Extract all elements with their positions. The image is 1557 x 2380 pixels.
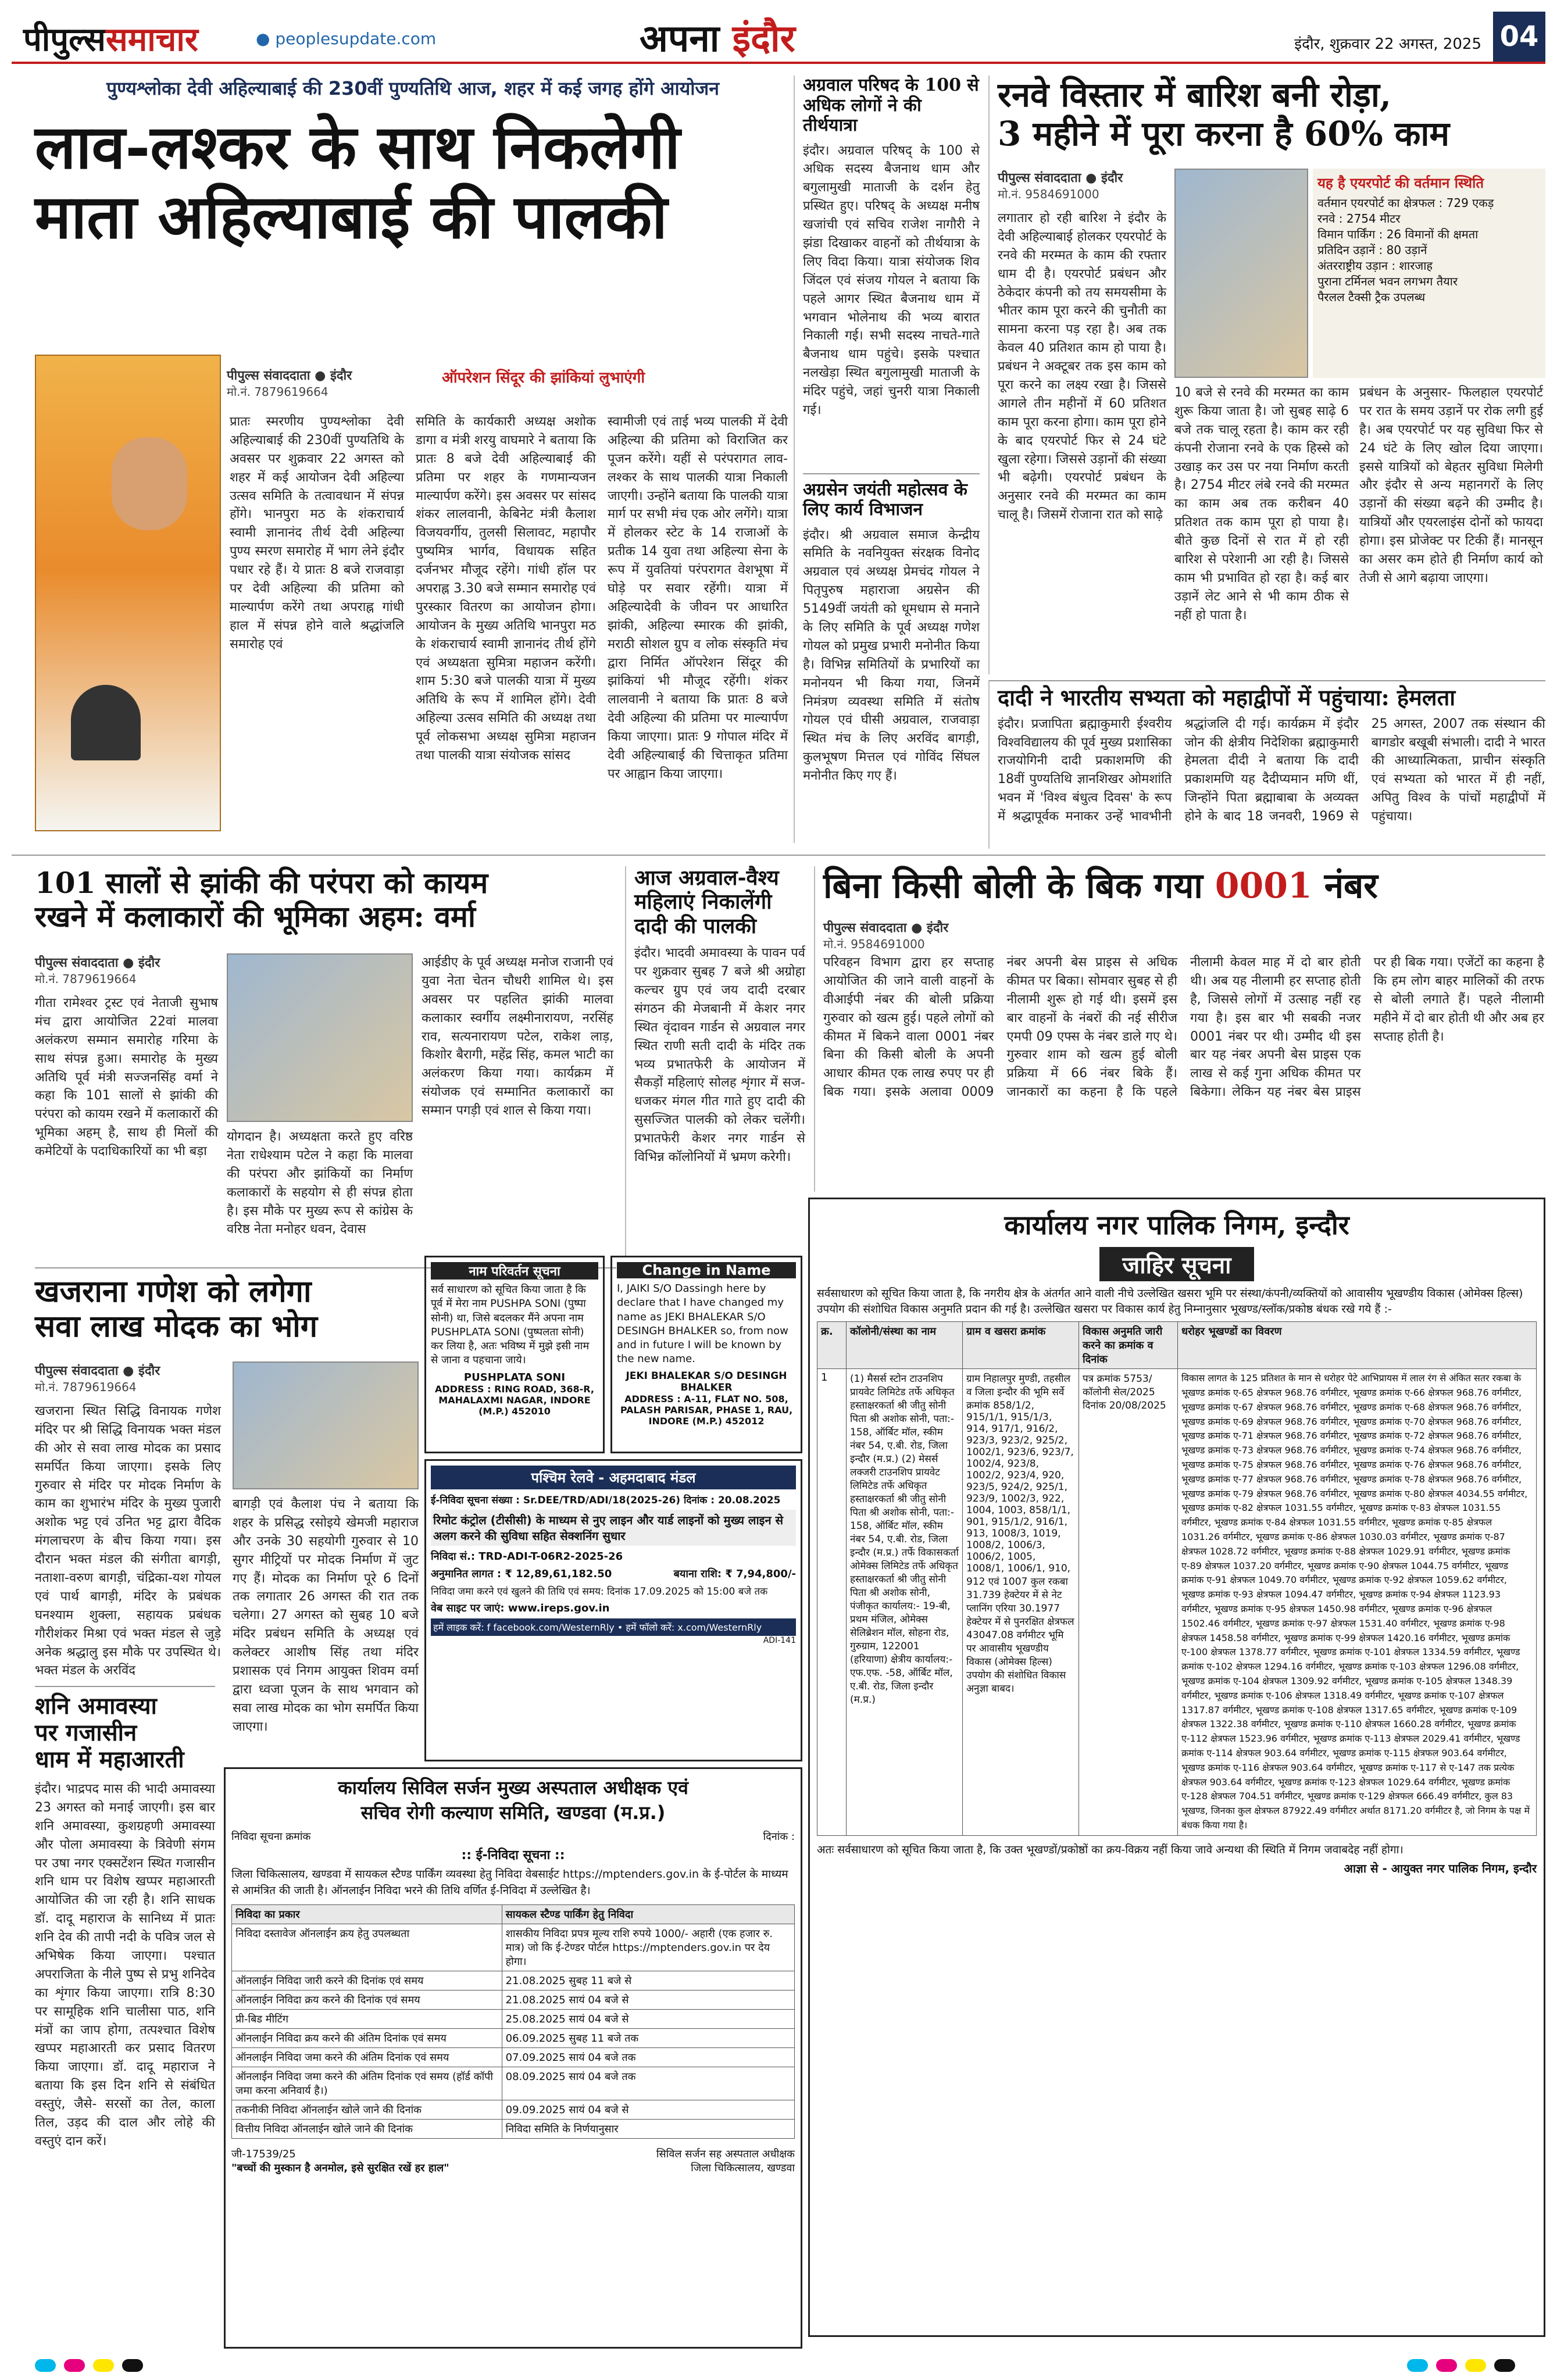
hospital-signature-2: जिला चिकित्सालय, खण्डवा [691, 2162, 795, 2175]
number-headline-number: 0001 [1215, 866, 1312, 906]
table-cell: विकास लागत के 125 प्रतिशत के मान से धरोहर पेटे आभिप्रायस में लाल रंग से अंकित सतर रकबा के भूखण्ड क्रमांक ए-65 क्षेत्रफल 968.76 वर्गमीटर, भूखण्ड क्रमांक ए-66 क्षेत्रफल 968.76 वर्गमीटर, भूखण्ड क्रमांक ए-67 क्षेत्रफल 968.76 वर्गमीटर, भूखण्ड क्रमांक ए-68 क्षेत्रफल 968.76 वर्गमीटर, भूखण्ड क्रमांक ए-69 क्षेत्रफल 968.76 वर्गमीटर, भूखण्ड क्रमांक ए-70 क्षेत्रफल 968.76 वर्गमीटर, भूखण्ड क्रमांक ए-71 क्षेत्रफल 968.76 वर्गमीटर, भूखण्ड क्रमांक ए-72 क्षेत्रफल 968.76 वर्गमीटर, भूखण्ड क्रमांक ए-73 क्षेत्रफल 968.76 वर्गमीटर, भूखण्ड क्रमांक ए-74 क्षेत्रफल 968.76 वर्गमीटर, भूखण्ड क्रमांक ए-75 क्षेत्रफल 968.76 वर्गमीटर, भूखण्ड क्रमांक ए-76 क्षेत्रफल 968.76 वर्गमीटर, भूखण्ड क्रमांक ए-77 क्षेत्रफल 968.76 वर्गमीटर, भूखण्ड क्रमांक ए-78 क्षेत्रफल 968.76 वर्गमीटर, भूखण्ड क्रमांक ए-79 क्षेत्रफल 968.76 वर्गमीटर, भूखण्ड क्रमांक ए-80 क्षेत्रफल 4034.55 वर्गमीटर, भूखण्ड क्रमांक ए-82 क्षेत्रफल 1031.55 वर्गमीटर, भूखण्ड क्रमांक ए-83 क्षेत्रफल 1031.55 वर्गमीटर, भूखण्ड क्रमांक ए-84 क्षेत्रफल 1031.55 वर्गमीटर, भूखण्ड क्रमांक ए-85 क्षेत्रफल 1031.26 वर्गमीटर, भूखण्ड क्रमांक ए-86 क्षेत्रफल 1030.03 वर्गमीटर, भूखण्ड क्रमांक ए-87 क्षेत्रफल 1028.72 वर्गमीटर, भूखण्ड क्रमांक ए-88 क्षेत्रफल 1029.91 वर्गमीटर, भूखण्ड क्रमांक ए-89 क्षेत्रफल 1037.20 वर्गमीटर, भूखण्ड क्रमांक ए-90 क्षेत्रफल 1044.75 वर्गमीटर, भूखण्ड क्रमांक ए-91 क्षेत्रफल 1049.70 वर्गमीटर, भूखण्ड क्रमांक ए-92 क्षेत्रफल 1059.62 वर्गमीटर, भूखण्ड क्रमांक ए-93 क्षेत्रफल 1094.47 वर्गमीटर, भूखण्ड क्रमांक ए-94 क्षेत्रफल 1123.93 वर्गमीटर, भूखण्ड क्रमांक ए-95 क्षेत्रफल 1450.98 वर्गमीटर, भूखण्ड क्रमांक ए-96 क्षेत्रफल 1502.46 वर्गमीटर, भूखण्ड क्रमांक ए-97 क्षेत्रफल 1531.40 वर्गमीटर, भूखण्ड क्रमांक ए-98 क्षेत्रफल 1458.58 वर्गमीटर, भूखण्ड क्रमांक ए-99 क्षेत्रफल 1420.16 वर्गमीटर, भूखण्ड क्रमांक ए-100 क्षेत्रफल 1378.77 वर्गमीटर, भूखण्ड क्रमांक ए-101 क्षेत्रफल 1334.59 वर्गमीटर, भूखण्ड क्रमांक ए-102 क्षेत्रफल 1294.16 वर्गमीटर, भूखण्ड क्रमांक ए-103 क्षेत्रफल 1296.08 वर्गमीटर, भूखण्ड क्रमांक ए-104 क्षेत्रफल 1309.92 वर्गमीटर, भूखण्ड क्रमांक ए-105 क्षेत्रफल 1348.39 वर्गमीटर, भूखण्ड क्रमांक ए-106 क्षेत्रफल 1318.49 वर्गमीटर, भूखण्ड क्रमांक ए-107 क्षेत्रफल 1317.87 वर्गमीटर, भूखण्ड क्रमांक ए-108 क्षेत्रफल 1317.65 वर्गमीटर, भूखण्ड क्रमांक ए-109 क्षेत्रफल 1322.38 वर्गमीटर, भूखण्ड क्रमांक ए-110 क्षेत्रफल 1660.28 वर्गमीटर, भूखण्ड क्रमांक ए-112 क्षेत्रफल 1523.96 वर्गमीटर, भूखण्ड क्रमांक ए-113 क्षेत्रफल 2029.41 वर्गमीटर, भूखण्ड क्रमांक ए-114 क्षेत्रफल 903.64 वर्गमीटर, भूखण्ड क्रमांक ए-115 क्षेत्रफल 903.64 वर्गमीटर, भूखण्ड क्रमांक ए-116 क्षेत्रफल 903.64 वर्गमीटर, भूखण्ड क्रमांक ए-117 से ए-147 तक प्रत्येक क्षेत्रफल 903.64 वर्गमीटर, भूखण्ड क्रमांक ए-123 क्षेत्रफल 1029.64 वर्गमीटर, भूखण्ड क्रमांक ए-128 क्षेत्रफल 704.51 वर्गमीटर, भूखण्ड क्रमांक ए-129 क्षेत्रफल 666.49 वर्गमीटर, कुल 83 भूखण्ड, जिनका कुल क्षेत्रफल 87922.49 वर्गमीटर अर्थात 8171.20 वर्गमीटर है, जो निगम के पक्ष में बंधक किया गया है। [1178, 1369, 1537, 1836]
number-byline-block [823, 919, 1056, 952]
lead-subhead: ऑपरेशन सिंदूर की झांकियां लुभाएंगी [442, 369, 645, 387]
number-headline-prefix: बिना किसी बोली के बिक गया [823, 866, 1203, 906]
name-change-english [610, 1256, 802, 1453]
railway-ref: ADI-141 [763, 1636, 796, 1645]
jhanki-col2: योगदान है। अध्यक्षता करते हुए वरिष्ठ नेता राधेश्याम पटेल ने कहा कि मालवा की परंपरा और झांकियों का निर्माण कलाकारों के सहयोग से ही संपन्न होता है। इस मौके पर मुख्य रूप से कांग्रेस के वरिष्ठ नेता मनोहर धवन, देवास [227, 1130, 413, 1237]
agrawal-body: इंदौर। अग्रवाल परिषद् के 100 से अधिक सदस्य बैजनाथ धाम और बगुलामुखी माताजी के दर्शन हेतु प्रस्थित हुए। परिषद् के अध्यक्ष मनीष खजांची एवं सचिव राजेश नागौरी ने झंडा दिखाकर वाहनों को तीर्थयात्रा के लिए विदा किया। यात्रा संयोजक शिव जिंदल एवं संजय गोयल ने बताया कि पहले आगर स्थित बैजनाथ धाम में भगवान भोलेनाथ की भव्य बारात निकाली गई। सभी सदस्य नाचते-गाते बैजनाथ धाम पहुंचे। इसके पश्चात नलखेड़ा स्थित बगुलामुखी माताजी के मंदिर पहुंचे, जहां चुनरी यात्रा निकाली गई। [803, 143, 980, 417]
airport-info-line: वर्तमान एयरपोर्ट का क्षेत्रफल : 729 एकड़ [1317, 196, 1494, 210]
palki-headline: आज अग्रवाल-वैश्य महिलाएं निकालेंगी दादी की पालकी [634, 866, 779, 938]
section-name-accent: इंदौर [732, 17, 795, 60]
shani-story [35, 1686, 215, 2349]
hospital-intro: जिला चिकित्सालय, खण्डवा में सायकल स्टैण्ड पार्किंग व्यवस्था हेतु निविदा वेबसाईट https://mptenders.gov.in के ई-पोर्टल के माध्यम से आमंत्रित की जाती है। ऑनलाईन निविदा भरने की तिथि वर्णित ई-निविदा में उल्लेखित है। [231, 1868, 788, 1897]
table-cell: 09.09.2025 सायं 04 बजे से [502, 2100, 794, 2120]
name-change-hindi-body: सर्व साधारण को सूचित किया जाता है कि पूर्व में मेरा नाम PUSHPA SONI (पुष्पा सोनी) था, जिसे बदलकर मैंने अपना नाम PUSHPLATA SONI (पुष्पलता सोनी) कर लिया है, अतः भविष्य में मुझे इसी नाम से जाना व पहचाना जाये। [431, 1284, 590, 1367]
railway-cost: अनुमानित लागत : ₹ 12,89,61,182.50 [431, 1568, 612, 1580]
divider [803, 473, 980, 474]
table-cell: निविदा दस्तावेज ऑनलाईन क्रय हेतु उपलब्धता [232, 1924, 502, 1971]
table-header: कॉलोनी/संस्था का नाम [847, 1322, 963, 1369]
airport-info-box [1313, 169, 1545, 378]
table-row [817, 1369, 1537, 1836]
table-header: धरोहर भूखण्डों का विवरण [1178, 1322, 1537, 1369]
nagar-nigam-intro: सर्वसाधारण को सूचित किया जाता है, कि नगरीय क्षेत्र के अंतर्गत आने वाली नीचे उल्लेखित खसरा भूमि पर संस्था/कंपनी/व्यक्तियों को आवासीय भूखण्डीय विकास (ओमेक्स हिल्स) उपयोग की संशोधित विकास अनुमति प्रदान की गई है। उल्लेखित खसरा पर विकास कार्य हेतु निम्नानुसार भूखण्ड/स्लॉक/प्रकोष्ठ बंधक रखे गये हैं :- [817, 1287, 1523, 1316]
registration-mark [35, 2359, 56, 2372]
registration-mark [1436, 2359, 1457, 2372]
railway-title: पश्चिम रेलवे - अहमदाबाद मंडल [431, 1466, 796, 1489]
airport-info-line: विमान पार्किंग : 26 विमानों की क्षमता [1317, 227, 1479, 241]
table-cell: 07.09.2025 सायं 04 बजे तक [502, 2048, 794, 2067]
nagar-nigam-footer: अतः सर्वसाधारण को सूचित किया जाता है, कि उक्त भूखण्डों/प्रकोष्ठों का क्रय-विक्रय नहीं किया जावे अन्यथा की स्थिति में निगम जवाबदेह नहीं होगा। [817, 1843, 1404, 1856]
table-cell: ऑनलाईन निविदा जारी करने की दिनांक एवं समय [232, 1971, 502, 1991]
lead-byline: पीपुल्स संवाददाता ● इंदौर [227, 369, 352, 383]
runway-headline-2: 3 महीने में पूरा करना है 60% काम [998, 113, 1450, 153]
dadi-story [988, 680, 1545, 849]
table-row [232, 1991, 795, 2010]
table-row [232, 2067, 795, 2100]
jhanki-col1: गीता रामेश्वर ट्रस्ट एवं नेताजी सुभाष मंच द्वारा आयोजित 22वां मालवा अलंकरण सम्मान समारोह गरिमा के साथ संपन्न हुआ। समारोह के मुख्य अतिथि पूर्व मंत्री सज्जनसिंह वर्मा ने कहा कि 101 सालों से झांकी की परंपरा को कायम रखने में कलाकारों की भूमिका अहम् है, साथ ही मिलों की कमेटियों के पदाधिकारियों का भी बड़ा [35, 996, 218, 1159]
jhanki-byline: पीपुल्स संवाददाता ● इंदौर [35, 956, 160, 970]
portrait-face [112, 437, 187, 530]
table-cell: 08.09.2025 सायं 04 बजे तक [502, 2067, 794, 2100]
number-headline [823, 866, 1545, 906]
table-header: निविदा का प्रकार [232, 1905, 502, 1924]
lead-byline-block [227, 366, 430, 399]
hospital-etender-title: :: ई-निविदा सूचना :: [461, 1848, 565, 1863]
paper-name-accent: समाचार [105, 20, 198, 59]
runway-body-1: लगातार हो रही बारिश ने इंदौर के देवी अहिल्याबाई होलकर एयरपोर्ट के रनवे की मरम्मत के काम की रफ्तार धाम दी है। एयरपोर्ट प्रबंधन और ठेकेदार कंपनी को तय समयसीमा के भीतर काम पूरा करने की चुनौती का सामना करना पड़ रहा है। अब तक केवल 40 प्रतिशत काम हो पाया है। प्रबंधन ने अक्टूबर तक इस काम को पूरा करने का लक्ष्य रखा है। जिससे आगले तीन महीनों में 60 प्रतिशत काम पूरा करना होगा। काम पूरा होने के बाद एयरपोर्ट फिर से 24 घंटे खुला रहेगा। जिससे उड़ानों की संख्या भी बढ़ेगी। एयरपोर्ट प्रबंधन के अनुसार रनवे की मरम्मत का काम चालू है। जिसमें रोजाना रात को साढ़े [998, 211, 1166, 523]
table-cell: ऑनलाईन निविदा क्रय करने की दिनांक एवं समय [232, 1991, 502, 2010]
jhanki-story [35, 866, 616, 1256]
table-cell: निविदा समिति के निर्णयानुसार [502, 2120, 794, 2139]
number-byline: पीपुल्स संवाददाता ● इंदौर [823, 921, 949, 935]
table-cell: शासकीय निविदा प्रपत्र मूल्य राशि रुपये 1000/- अहारी (एक हजार रु. मात्र) जो कि ई-टेण्डर पोर्टल https://mptenders.gov.in पर देय होगा। [502, 1924, 794, 1971]
airport-info-line: पुराना टर्मिनल भवन लगभग तैयार [1317, 274, 1458, 288]
table-header: विकास अनुमति जारी करने का क्रमांक व दिनांक [1079, 1322, 1178, 1369]
shani-headline-3: धाम में महाआरती [35, 1746, 184, 1773]
lead-col1: प्रातः स्मरणीय पुण्यश्लोका देवी अहिल्याबाई की 230वीं पुण्यतिथि के अवसर पर शुक्रवार 22 अगस्त को शहर में कई आयोजन देवी अहिल्या उत्सव समिति के तत्वावधान में संपन्न होंगे। भानपुरा मठ के शंकराचार्य स्वामी ज्ञानानंद तीर्थ देवी अहिल्या पुण्य स्मरण समारोह में भाग लेने इंदौर पधार रहे हैं। ये प्रातः 8 बजे राजवाड़ा पर देवी अहिल्या की प्रतिमा को माल्यार्पण करेंगे तथा अपराह्न गांधी हाल में संपन्न होने वाले श्रद्धांजलि समारोह एवं [230, 414, 404, 652]
jhanki-mobile: मो.नं. 7879619664 [35, 972, 137, 986]
name-change-english-body: I, JAIKI S/O Dassingh here by declare that I have changed my name as JEKI BHALEKAR S/O DESINGH BHALKER so, from now and in future I will be known by the new name. [617, 1282, 788, 1366]
number-story [814, 866, 1545, 1192]
website-text: peoplesupdate.com [275, 29, 437, 48]
nagar-nigam-signature: आज्ञा से - आयुक्त नगर पालिक निगम, इन्दौर [1344, 1861, 1537, 1875]
divider [12, 855, 1545, 856]
agrawal-story [794, 76, 980, 843]
globe-icon: ● [256, 29, 276, 48]
table-cell: वित्तीय निविदा ऑनलाईन खोले जाने की दिनांक [232, 2120, 502, 2139]
ganesh-headline-2: सवा लाख मोदक का भोग [35, 1308, 318, 1344]
table-cell: 1 [817, 1369, 847, 1836]
runway-body-2: 10 बजे से रनवे की मरम्मत का काम शुरू किया जाता है। जो सुबह साढ़े 6 बजे तक चालू रहता है। काम कर रही कंपनी रोजाना रनवे के एक हिस्से को उखाड़ कर उस पर नया निर्माण करती है। 2754 मीटर लंबे रनवे की मरम्मत का काम अब तक करीबन 40 प्रतिशत तक काम पूरा हो पाया है। बीते कुछ दिनों से रात में हो रही बारिश से परेशानी आ रही है। जिससे काम भी प्रभावित हो रहा है। कई बार उड़ानें लेट आने से भी काम ठीक से नहीं हो पाता है। [1174, 385, 1349, 623]
runway-story [988, 76, 1545, 674]
lead-kicker: पुण्यश्लोका देवी अहिल्याबाई की 230वीं पुण्यतिथि आज, शहर में कई जगह होंगे आयोजन [106, 77, 720, 99]
number-body: परिवहन विभाग द्वारा हर सप्ताह आयोजित की जाने वाली वाहनों के वीआईपी नंबर की बोली प्रक्रिया गुरुवार को खत्म हुई। पहले लोगों को कीमत में बिकने वाला 0001 नंबर बिना की किसी बोली के अपनी आधार कीमत एक लाख रुपए पर ही बिक गया। इसके अलावा 0009 नंबर अपनी बेस प्राइस से अधिक कीमत पर बिका। सोमवार सुबह से ही नीलामी शुरू हो गई थी। इसमें इस बार वाहनों के नंबरों की नई सीरीज एमपी 09 एफ्स के नंबर डाले गए थे। गुरुवार शाम को खत्म हुई बोली प्रक्रिया में 66 नंबर बिके हैं। जानकारों का कहना है कि पहले नीलामी केवल माह में दो बार होती थी। अब यह नीलामी हर सप्ताह होती है, जिससे लोगों में उत्साह नहीं रह गया है। इस बार भी सबकी नजर 0001 नंबर पर थी। उम्मीद थी इस बार यह नंबर अपनी बेस प्राइस एक लाख से कई गुना अधिक कीमत पर बिकेगा। लेकिन यह नंबर बेस प्राइस पर ही बिक गया। एजेंटों का कहना है कि हम लोग बाहर मालिकों की तरफ से बोली लगाते हैं। पहले नीलामी महीने में दो बार होती थी और अब हर सप्ताह होती है। [823, 955, 1544, 1100]
airport-info-line: अंतरराष्ट्रीय उड़ान : शारजाह [1317, 259, 1433, 273]
jhanki-photo [227, 953, 413, 1122]
ganesh-mobile: मो.नं. 7879619664 [35, 1380, 137, 1394]
hospital-date-label: दिनांक : [763, 1831, 795, 1843]
table-cell: (1) मैसर्स स्टोन टाउनशिप प्रायवेट लिमिटेड तर्फे अधिकृत हस्ताक्षरकर्ता श्री जीतु सोनी पिता श्री अशोक सोनी, पता:- 158, ऑर्बिट मॉल, स्कीम नंबर 54, ए.बी. रोड, जिला इन्दौर (म.प्र.) (2) मेसर्स लक्जरी टाउनशिप प्रायवेट लिमिटेड तर्फे अधिकृत हस्ताक्षरकर्ता श्री जीतु सोनी पिता श्री अशोक सोनी, पता:- 158, ऑर्बिट मॉल, स्कीम नंबर 54, ए.बी. रोड, जिला इन्दौर (म.प्र.) तर्फे विकासकर्ता ओमेक्स लिमिटेड तर्फे अधिकृत हस्ताक्षरकर्ता श्री जीतु सोनी पिता श्री अशोक सोनी, पंजीकृत कार्यालय:- 19-बी, प्रथम मंजिल, ओमेक्स सेलिब्रेशन मॉल, सोहना रोड, गुरुग्राम, 122001 (हरियाणा) क्षेत्रीय कार्यालय:- एफ.एफ. -58, ऑर्बिट मॉल, ए.बी. रोड, जिला इन्दौर (म.प्र.) [847, 1369, 963, 1836]
runway-mobile: मो.नं. 9584691000 [998, 187, 1099, 201]
palki-story [625, 866, 805, 1256]
hospital-title-2: सचिव रोगी कल्याण समिति, खण्डवा (म.प्र.) [360, 1802, 666, 1824]
jhanki-headline-2: रखने में कलाकारों की भूमिका अहम: वर्मा [35, 899, 476, 934]
railway-social[interactable]: हमें लाइक करें: f facebook.com/WesternRly • हमें फॉलो करें: x.com/WesternRly [431, 1618, 796, 1636]
table-row [232, 2010, 795, 2029]
number-mobile: मो.नं. 9584691000 [823, 937, 925, 951]
runway-byline-block [998, 169, 1166, 202]
table-cell: 25.08.2025 सायं 04 बजे से [502, 2010, 794, 2029]
jhanki-byline-block [35, 953, 221, 987]
ganesh-col1: खजराना स्थित सिद्धि विनायक गणेश मंदिर पर श्री सिद्धि विनायक भक्त मंडल की ओर से सवा लाख मोदक का प्रसाद समर्पित किया जाएगा। इसके लिए गुरुवार से मंदिर पर मोदक निर्माण के काम का शुभारंभ मंदिर के मुख्य पुजारी अशोक भट्ट एवं उनित भट्ट द्वारा वैदिक मंगलाचरण के बीच किया गया। इस दौरान भक्त मंडल की संगीता बागड़ी, नताशा-वरुण बागड़ी, चंद्रिका-यश गोयल एवं पार्थ बागड़ी, मंदिर के प्रबंधक घनश्याम शुक्ला, सहायक प्रबंधक गौरीशंकर मिश्रा एवं भक्त मंडल से जुड़े अनेक श्रद्धालु इस मौके पर उपस्थित थे। भक्त मंडल के अरविंद [35, 1404, 221, 1678]
lead-col2: समिति के कार्यकारी अध्यक्ष अशोक डागा व मंत्री शरयु वाघमारे ने बताया कि प्रातः 8 बजे देवी अहिल्याबाई की प्रतिमा पर शहर के गणमान्यजन माल्यार्पण करेंगे। इस अवसर पर सांसद शंकर लालवानी, केबिनेट मंत्री कैलाश विजयवर्गीय, तुलसी सिलावट, महापौर पुष्यमित्र भार्गव, विधायक सहित दर्जनभर मौजूद रहेंगे। गांधी हॉल पर अपराह्न 3.30 बजे सम्मान समारोह एवं पुरस्कार वितरण का आयोजन होगा। आयोजन के मुख्य अतिथि भानपुरा मठ के शंकराचार्य स्वामी ज्ञानानंद तीर्थ होंगे एवं अध्यक्षता सुमित्रा महाजन करेंगी। शाम 5:30 बजे पालकी यात्रा में मुख्य अतिथि के रूप में शामिल होंगे। देवी अहिल्या उत्सव समिति की अध्यक्ष तथा पूर्व लोकसभा अध्यक्ष सुमित्रा महाजन तथा पालकी यात्रा संयोजक सांसद [416, 414, 596, 763]
section-title [640, 12, 795, 62]
airport-info-line: रनवे : 2754 मीटर [1317, 212, 1401, 226]
railway-tender-no: ई-निविदा सूचना संख्या : Sr.DEE/TRD/ADI/18(2025-26) दिनांक : 20.08.2025 [431, 1495, 781, 1506]
name-change-hindi-address: ADDRESS : RING ROAD, 368-R, MAHALAXMI NAGAR, INDORE (M.P.) 452010 [435, 1383, 594, 1417]
hospital-tender-ad [224, 1767, 802, 2349]
name-change-english-signature: JEKI BHALEKAR S/O DESINGH BHALKER [626, 1370, 787, 1393]
table-row [232, 2029, 795, 2048]
agrasen-headline: अग्रसेन जयंती महोत्सव के लिए कार्य विभाजन [803, 479, 967, 520]
railway-tender-id: निविदा सं.: TRD-ADI-T-06R2-2025-26 [431, 1550, 623, 1563]
page-number: 04 [1493, 12, 1545, 62]
jhanki-col3: आईडीए के पूर्व अध्यक्ष मनोज राजानी एवं युवा नेता चेतन चौधरी शामिल थे। इस अवसर पर पहलित झांकी मालवा कलाकार स्वर्गीय लक्ष्मीनारायण, नरसिंह राव, सत्यनारायण पटेल, राकेश लाड़, किशोर बैरागी, महेंद्र सिंह, कमल भाटी का अलंकरण किया गया। कार्यक्रम में संयोजक एवं सम्मानित कलाकारों का सम्मान पगड़ी एवं शाल से किया गया। [422, 955, 613, 1118]
hospital-title-1: कार्यालय सिविल सर्जन मुख्य अस्पताल अधीक्षक एवं [338, 1777, 688, 1799]
section-name: अपना [640, 17, 720, 60]
lead-mobile: मो.नं. 7879619664 [227, 385, 328, 399]
railway-website[interactable]: वेब साइट पर जाएं: www.ireps.gov.in [431, 1602, 610, 1614]
railway-tender-ad [424, 1459, 802, 1761]
table-header: क्र. [817, 1322, 847, 1369]
lead-story [35, 76, 791, 849]
name-change-hindi-signature: PUSHPLATA SONI [463, 1371, 566, 1384]
name-change-hindi-title: नाम परिवर्तन सूचना [431, 1262, 598, 1280]
ganesh-byline: पीपुल्स संवाददाता ● इंदौर [35, 1364, 160, 1378]
shivling-icon [71, 685, 141, 760]
number-headline-suffix: नंबर [1324, 866, 1378, 906]
jhanki-headline-1: 101 सालों से झांकी की परंपरा को कायम [35, 866, 488, 900]
name-change-english-address: ADDRESS : A-11, FLAT NO. 508, PALASH PARISAR, PHASE 1, RAU, INDORE (M.P.) 452012 [620, 1393, 793, 1427]
website-link[interactable] [256, 29, 436, 48]
name-change-hindi [424, 1256, 605, 1453]
runway-byline: पीपुल्स संवाददाता ● इंदौर [998, 171, 1123, 185]
table-cell: ऑनलाईन निविदा जमा करने की अंतिम दिनांक एवं समय [232, 2048, 502, 2067]
agrawal-headline: अग्रवाल परिषद के 100 से अधिक लोगों ने की तीर्थयात्रा [803, 75, 979, 135]
hospital-signature-1: सिविल सर्जन सह अस्पताल अधीक्षक [656, 2148, 795, 2161]
palki-body: इंदौर। भादवी अमावस्या के पावन पर्व पर शुक्रवार सुबह 7 बजे श्री अग्रोहा कल्चर ग्रुप एवं जय दादी दरबार संगठन की मेजबानी में केशर नगर स्थित वृंदावन गार्डन से अग्रवाल नगर स्थित राणी सती दादी के मंदिर तक भव्य प्रभातफेरी के आयोजन में सैकड़ों महिलाएं सोलह शृंगार में सज-धजकर मंगल गीत गाते हुए दादी की सुसज्जित पालकी को लेकर चलेंगी। प्रभातफेरी केशर नगर गार्डन से विभिन्न कॉलोनियों में भ्रमण करेगी। [634, 946, 805, 1164]
nagar-nigam-subtitle: जाहिर सूचना [1099, 1247, 1255, 1281]
ganesh-byline-block [35, 1361, 221, 1395]
registration-mark [93, 2359, 114, 2372]
nagar-nigam-table [817, 1321, 1537, 1836]
registration-mark [1494, 2359, 1515, 2372]
lead-col3: स्वामीजी एवं ताई भव्य पालकी में देवी अहिल्या की प्रतिमा को विराजित कर पूजन करेंगे। यहीं से परंपरागत लाव-लश्कर के साथ पालकी यात्रा निकाली जाएगी। उन्होंने बताया कि पालकी यात्रा मार्ग पर सभी मंच एक ओर लगेंगे। यात्रा में होलकर स्टेट के 14 राजाओं के प्रतीक 14 युवा तथा अहिल्या सेना के रूप में युवतियां परंपरागत वेशभूषा में घोड़े पर सवार रहेंगी। यात्रा में अहिल्यादेवी के जीवन पर आधारित झांकी, अहिल्या स्मारक की झांकी, मराठी सोशल ग्रुप व लोक संस्कृति मंच द्वारा निर्मित ऑपरेशन सिंदूर की झांकियां भी मौजूद रहेंगी। शंकर लालवानी ने बताया कि प्रातः 8 बजे देवी अहिल्या की प्रतिमा पर माल्यार्पण किया जाएगा। प्रातः 9 गोपाल मंदिर में देवी अहिल्याबाई की चित्ताकृत प्रतिमा पर आह्वान किया जाएगा। [608, 414, 788, 781]
table-header: ग्राम व खसरा क्रमांक [963, 1322, 1079, 1369]
table-row [232, 1971, 795, 1991]
lead-headline-1: लाव-लश्कर के साथ निकलेगी [35, 111, 680, 183]
registration-mark [64, 2359, 85, 2372]
dadi-body: इंदौर। प्रजापिता ब्रह्माकुमारी ईश्वरीय विश्वविद्यालय की पूर्व मुख्य प्रशासिका राजयोगिनी दादी प्रकाशमणि की 18वीं पुण्यतिथि ज्ञानशिखर ओमशांति भवन में 'विश्व बंधुत्व दिवस' के रूप में श्रद्धापूर्वक मनाकर उन्हें भावभीनी श्रद्धांजलि दी गई। कार्यक्रम में इंदौर जोन की क्षेत्रीय निदेशिका ब्रह्माकुमारी हेमलता दीदी ने बताया कि दादी प्रकाशमणि यह दैदीप्यमान मणि थीं, जिन्होंने पिता ब्रह्माबाबा के अव्यक्त होने के बाद 18 जनवरी, 1969 से 25 अगस्त, 2007 तक संस्थान की बागडोर बखूबी संभाली। दादी ने भारत की आध्यात्मिकता, प्राचीन संस्कृति एवं सभ्यता को भारत में ही नहीं, अपितु विश्व के पांचों महाद्वीपों में पहुंचाया। [998, 716, 1545, 824]
table-cell: ऑनलाईन निविदा जमा करने की अंतिम दिनांक एवं समय (हॉर्ड कॉपी जमा करना अनिवार्य है।) [232, 2067, 502, 2100]
registration-mark [122, 2359, 143, 2372]
table-row [232, 2120, 795, 2139]
lead-headline-2: माता अहिल्याबाई की पालकी [35, 180, 667, 252]
railway-dates: निविदा जमा करने एवं खुलने की तिथि एवं समय: दिनांक 17.09.2025 को 15:00 बजे तक [431, 1586, 768, 1598]
ganesh-col2: बागड़ी एवं कैलाश पंच ने बताया कि शहर के प्रसिद्ध रसोइये खेमजी महाराज और उनके 30 सहयोगी गुरुवार से 10 सुगर मीट्रियों पर मोदक निर्माण में जुट गए हैं। मोदक का निर्माण पूरे 6 दिनों तक लगातार 26 अगस्त की रात तक चलेगा। 27 अगस्त को सुबह 10 बजे मंदिर प्रबंधन समिति के अध्यक्ष एवं कलेक्टर आशीष सिंह तथा मंदिर प्रशासक एवं निगम आयुक्त शिवम वर्मा द्वारा ध्वजा पूजन के साथ भगवान को सवा लाख मोदक का भोग समर्पित किया जाएगा। [233, 1497, 419, 1734]
railway-emd: बयाना राशि: ₹ 7,94,800/- [673, 1568, 796, 1580]
railway-subject: रिमोट कंट्रोल (टीसीसी) के माध्यम से नुए लाइन और यार्ड लाइनों को मुख्य लाइन से अलग करने की सुविधा सहित सेक्शनिंग सुधार [431, 1510, 796, 1546]
dateline: इंदौर, शुक्रवार 22 अगस्त, 2025 [1294, 35, 1481, 53]
airport-info-title: यह है एयरपोर्ट की वर्तमान स्थिति [1317, 175, 1484, 191]
table-cell: ऑनलाईन निविदा क्रय करने की अंतिम दिनांक एवं समय [232, 2029, 502, 2048]
hospital-schedule-table [231, 1904, 795, 2139]
ganesh-photo [233, 1361, 419, 1489]
hospital-ref: जी-17539/25 [231, 2148, 296, 2161]
table-row [232, 2048, 795, 2067]
hospital-notice-label: निविदा सूचना क्रमांक [231, 1831, 311, 1843]
shani-headline-1: शनि अमावस्या [35, 1692, 157, 1720]
shani-headline-2: पर गजासीन [35, 1719, 137, 1746]
table-header: सायकल स्टैण्ड पार्किंग हेतु निविदा [502, 1905, 794, 1924]
table-cell: पत्र क्रमांक 5753/कॉलोनी सेल/2025 दिनांक 20/08/2025 [1079, 1369, 1178, 1836]
table-cell: 21.08.2025 सायं 04 बजे से [502, 1991, 794, 2010]
table-cell: ग्राम निहालपुर मुण्डी, तहसील व जिला इन्दौर की भूमि सर्वे क्रमांक 858/1/2, 915/1/1, 915/1/3, 914, 917/1, 916/2, 923/3, 923/2, 925/2, 1002/1, 923/6, 923/7, 1002/4, 923/8, 1002/2, 923/4, 920, 923/5, 924/2, 925/1, 923/9, 1002/3, 922, 1004, 1003, 858/1/1, 901, 915/1/2, 916/1, 913, 1008/3, 1019, 1008/2, 1006/3, 1006/2, 1005, 1008/1, 1006/1, 910, 912 एवं 1007 कुल रकबा 31.739 हेक्टेयर में से नेट प्लानिंग एरिया 30.1977 हेक्टेयर में से पुनरक्षित क्षेत्रफल 43047.08 वर्गमीटर भूमि पर आवासीय भूखण्डीय विकास (ओमेक्स हिल्स) उपयोग की संशोधित विकास अनुज्ञा बाबद। [963, 1369, 1079, 1836]
name-change-english-title: Change in Name [617, 1262, 796, 1278]
runway-body-3: प्रबंधन के अनुसार- फिलहाल एयरपोर्ट पर रात के समय उड़ानें पर रोक लगी हुई है। अब एयरपोर्ट पर यह सुविधा फिर से 24 घंटे के लिए खोल दिया जाएगा। इससे यात्रियों को बेहतर सुविधा मिलेगी और इंदौर से अन्य महानगरों के लिए उड़ानों की संख्या बढ़ने की उम्मीद है। यात्रियों और एयरलाइंस दोनों को फायदा होगा। इस प्रोजेक्ट पर टिकी हैं। मानसून का असर कम होते ही निर्माण कार्य को तेजी से आगे बढ़ाया जाएगा। [1359, 385, 1543, 585]
ahilyabai-portrait [35, 355, 221, 831]
shani-body: इंदौर। भाद्रपद मास की भादी अमावस्या 23 अगस्त को मनाई जाएगी। इस बार शनि अमावस्या, कुशग्रहणी अमावस्या और पोला अमावस्या के त्रिवेणी संगम पर उषा नगर एक्सटेंशन स्थित गजासीन शनि धाम पर विशेष खप्पर महाआरती आयोजित की जा रही है। शनि साधक डॉ. दादू महाराज के सानिध्य में प्रातः शनि देव की तापी नदी के पवित्र जल से अभिषेक किया जाएगा। पश्चात अपराजिता के नीले पुष्प से प्रभु शनिदेव का शृंगार किया जाएगा। रात्रि 8:30 पर सामूहिक शनि चालीसा पाठ, शनि मंत्रों का जाप होगा, तत्पश्चात विशेष खप्पर महाआरती कर प्रसाद वितरण किया जाएगा। डॉ. दादू महाराज ने बताया कि इस दिन शनि से संबंधित वस्तुएं, जैसे- सरसों का तेल, काला तिल, उड़द की दाल और लोहे की वस्तुएं दान करें। [35, 1782, 215, 2149]
registration-mark [1465, 2359, 1486, 2372]
airport-info-line: पैरलल टैक्सी ट्रैक उपलब्ध [1317, 290, 1426, 304]
paper-logo [23, 16, 198, 60]
table-cell: प्री-बिड मीटिंग [232, 2010, 502, 2029]
ganesh-headline-1: खजराना गणेश को लगेगा [35, 1274, 312, 1309]
hospital-slogan: "बच्चों की मुस्कान है अनमोल, इसे सुरक्षित रखें हर हाल" [231, 2162, 449, 2175]
dadi-headline: दादी ने भारतीय सभ्यता को महाद्वीपों में पहुंचाया: हेमलता [998, 684, 1456, 710]
table-row [232, 1924, 795, 1971]
masthead [12, 12, 1545, 64]
airport-photo [1174, 169, 1308, 378]
agrasen-body: इंदौर। श्री अग्रवाल समाज केन्द्रीय समिति के नवनियुक्त संरक्षक विनोद अग्रवाल एवं अध्यक्ष प्रेमचंद गोयल ने पितृपुरुष महाराजा अग्रसेन की 5149वीं जयंती को धूमधाम से मनाने के लिए समिति के पूर्व अध्यक्ष गणेश गोयल को प्रमुख प्रभारी मनोनीत किया है। विभिन्न समितियों के प्रभारियों का मनोनयन भी किया गया, जिनमें निमंत्रण व्यवस्था समिति में संतोष गोयल एवं घीसी अग्रवाल, राजवाड़ा स्थित मंच के लिए अरविंद बागड़ी, कुलभूषण मित्तल एवं गोविंद सिंघल मनोनीत किए गए हैं। [803, 527, 980, 784]
table-cell: 21.08.2025 सुबह 11 बजे से [502, 1971, 794, 1991]
runway-headline-1: रनवे विस्तार में बारिश बनी रोड़ा, [998, 75, 1392, 115]
table-cell: तकनीकी निविदा ऑनलाईन खोले जाने की दिनांक [232, 2100, 502, 2120]
table-row [232, 2100, 795, 2120]
paper-name: पीपुल्स [23, 20, 106, 59]
nagar-nigam-title: कार्यालय नगर पालिक निगम, इन्दौर [1004, 1209, 1349, 1241]
airport-info-line: प्रतिदिन उड़ानें : 80 उड़ानें [1317, 243, 1427, 257]
registration-mark [1407, 2359, 1428, 2372]
nagar-nigam-notice [808, 1198, 1545, 2337]
table-cell: 06.09.2025 सुबह 11 बजे तक [502, 2029, 794, 2048]
